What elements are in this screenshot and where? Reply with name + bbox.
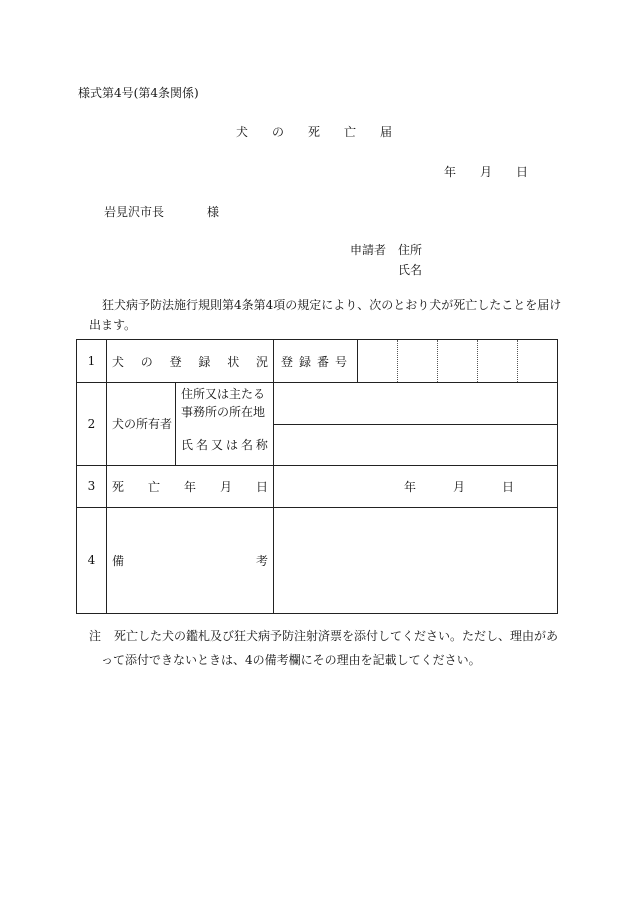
registration-number-label <box>281 340 347 382</box>
label-char: 又 <box>210 438 223 452</box>
applicant-address-label: 住所 <box>398 243 423 257</box>
label-char: 月 <box>219 479 232 494</box>
form-number: 様式第4号(第4条関係) <box>78 86 199 100</box>
remarks-label <box>112 507 268 613</box>
label-char: 番 <box>316 354 329 369</box>
label-char: は <box>225 438 238 452</box>
row-number: 1 <box>87 354 96 368</box>
row-3-number <box>77 465 106 507</box>
form-title <box>236 123 392 140</box>
day-label: 日 <box>515 165 528 179</box>
applicant-name-label: 氏名 <box>398 263 423 277</box>
label-char: の <box>140 354 153 369</box>
label-char: 亡 <box>147 479 160 494</box>
owner-name-label <box>181 424 268 465</box>
row-number: 4 <box>87 553 96 567</box>
title-char: の <box>271 125 284 139</box>
intro-line-1: 狂犬病予防法施行規則第4条第4項の規定により、次のとおり犬が死亡したことを届け <box>102 298 562 312</box>
owner-address-label <box>181 382 271 424</box>
row-1-number <box>77 340 106 382</box>
label-char: 氏 <box>181 438 194 452</box>
year-label: 年 <box>444 165 457 179</box>
intro-line-2: 出ます。 <box>89 318 137 332</box>
row-2-number <box>77 382 106 465</box>
applicant-label: 申請者 <box>350 243 387 257</box>
death-date-label <box>112 465 268 507</box>
owner-label-text: 犬の所有者 <box>112 417 173 431</box>
label-char: 状 <box>227 354 240 369</box>
month-label: 月 <box>452 479 465 494</box>
owner-name-field[interactable] <box>274 424 557 465</box>
year-label: 年 <box>404 479 417 494</box>
title-char: 届 <box>379 125 392 139</box>
title-char: 亡 <box>343 125 356 139</box>
label-char: 名 <box>240 438 253 452</box>
owner-address-field[interactable] <box>274 382 557 424</box>
label-line: 事務所の所在地 <box>181 405 266 419</box>
label-char: 称 <box>255 438 268 452</box>
label-char: 考 <box>255 553 268 568</box>
label-char: 名 <box>195 438 208 452</box>
death-date-field[interactable] <box>404 465 514 507</box>
title-char: 犬 <box>236 125 249 139</box>
label-char: 登 <box>169 354 182 369</box>
note-line-1: 死亡した犬の鑑札及び狂犬病予防注射済票を添付してください。ただし、理由があ <box>114 629 559 643</box>
addressee-name: 岩見沢市長 <box>104 205 165 219</box>
form-table <box>76 339 558 614</box>
registration-status-label <box>112 340 268 382</box>
row-4-number <box>77 507 106 613</box>
remarks-field[interactable] <box>274 507 557 613</box>
label-char: 録 <box>298 354 311 369</box>
note-line-2: って添付できないときは、4の備考欄にその理由を記載してください。 <box>101 653 481 667</box>
date-line <box>444 163 528 180</box>
title-char: 死 <box>307 125 320 139</box>
label-char: 犬 <box>112 354 125 369</box>
label-char: 日 <box>255 479 268 494</box>
label-char: 年 <box>183 479 196 494</box>
column-divider <box>106 340 107 613</box>
owner-label <box>112 382 175 465</box>
row-number: 2 <box>87 416 96 431</box>
addressee-honorific: 様 <box>207 205 220 219</box>
label-char: 登 <box>281 354 294 369</box>
registration-number-field[interactable] <box>358 340 557 382</box>
day-label: 日 <box>501 479 514 494</box>
label-char: 備 <box>112 553 125 568</box>
label-char: 死 <box>112 479 125 494</box>
month-label: 月 <box>479 165 492 179</box>
label-char: 録 <box>198 354 211 369</box>
row-number: 3 <box>87 479 96 493</box>
label-char: 号 <box>334 354 347 369</box>
note-marker: 注 <box>89 629 102 643</box>
label-char: 況 <box>255 354 268 369</box>
column-divider <box>175 382 176 465</box>
label-line: 住所又は主たる <box>181 387 266 401</box>
